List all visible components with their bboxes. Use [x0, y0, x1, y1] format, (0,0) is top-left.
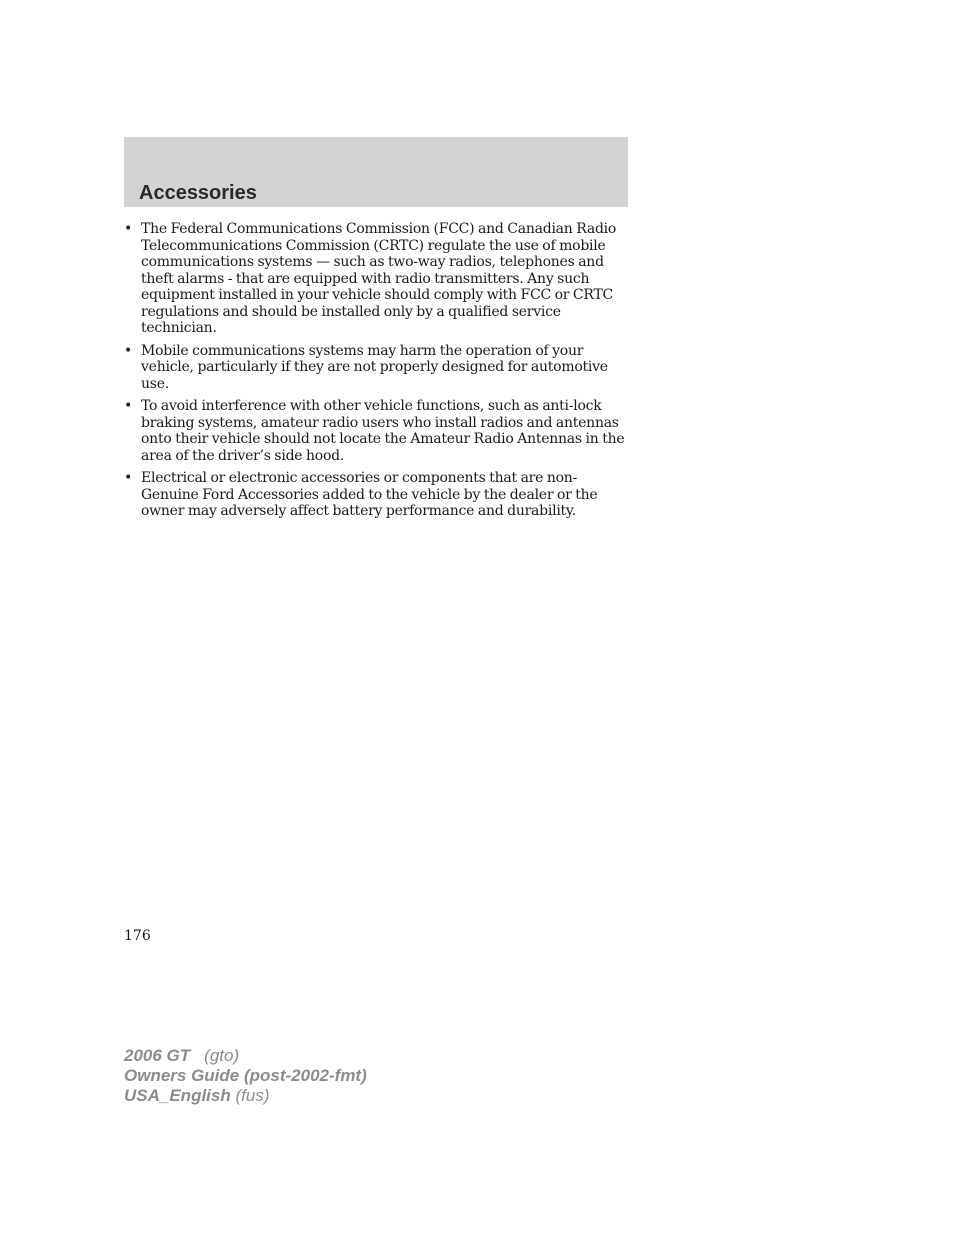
list-item [124, 470, 628, 520]
list-item-text: Mobile communications systems may harm the operation of your vehicle, particularly if they are not properly designed for automotive use. [141, 342, 608, 392]
footer-market-line [124, 1086, 367, 1106]
footer-model-line [124, 1046, 367, 1066]
bullet-icon: • [124, 221, 133, 237]
bullet-icon: • [124, 342, 133, 359]
footer-market: USA_English [124, 1086, 231, 1105]
list-item [124, 343, 628, 393]
footer-guide: Owners Guide (post-2002-fmt) [124, 1066, 367, 1085]
list-item [124, 398, 628, 464]
bullet-icon: • [124, 470, 133, 486]
footer-model: 2006 GT [124, 1046, 191, 1065]
document-footer [124, 1046, 367, 1106]
section-title: Accessories [139, 182, 257, 204]
list-item-text: To avoid interference with other vehicle functions, such as anti-lock braking systems, amateur radio users who install radios and antennas onto their vehicle should not locate the Amateur Radio Antennas in the area of the driver’s side hood. [141, 398, 625, 464]
section-header [124, 137, 628, 207]
footer-market-code: (fus) [235, 1086, 270, 1105]
page-number: 176 [124, 928, 151, 944]
list-item [124, 221, 628, 337]
list-item-text: Electrical or electronic accessories or components that are non-Genuine Ford Accessories added to the vehicle by the dealer or the owner may adversely affect battery performance and durability. [141, 470, 598, 519]
footer-model-code: (gto) [204, 1046, 240, 1065]
bullet-icon: • [124, 398, 133, 414]
list-item-text: The Federal Communications Commission (FCC) and Canadian Radio Telecommunications Commission (CRTC) regulate the use of mobile communications systems — such as two-way radios, telephones and theft alarms - that are equipped with radio transmitters. Any such equipment installed in your vehicle should comply with FCC or CRTC regulations and should be installed only by a qualified service technician. [141, 221, 617, 336]
bullet-list [124, 221, 628, 526]
